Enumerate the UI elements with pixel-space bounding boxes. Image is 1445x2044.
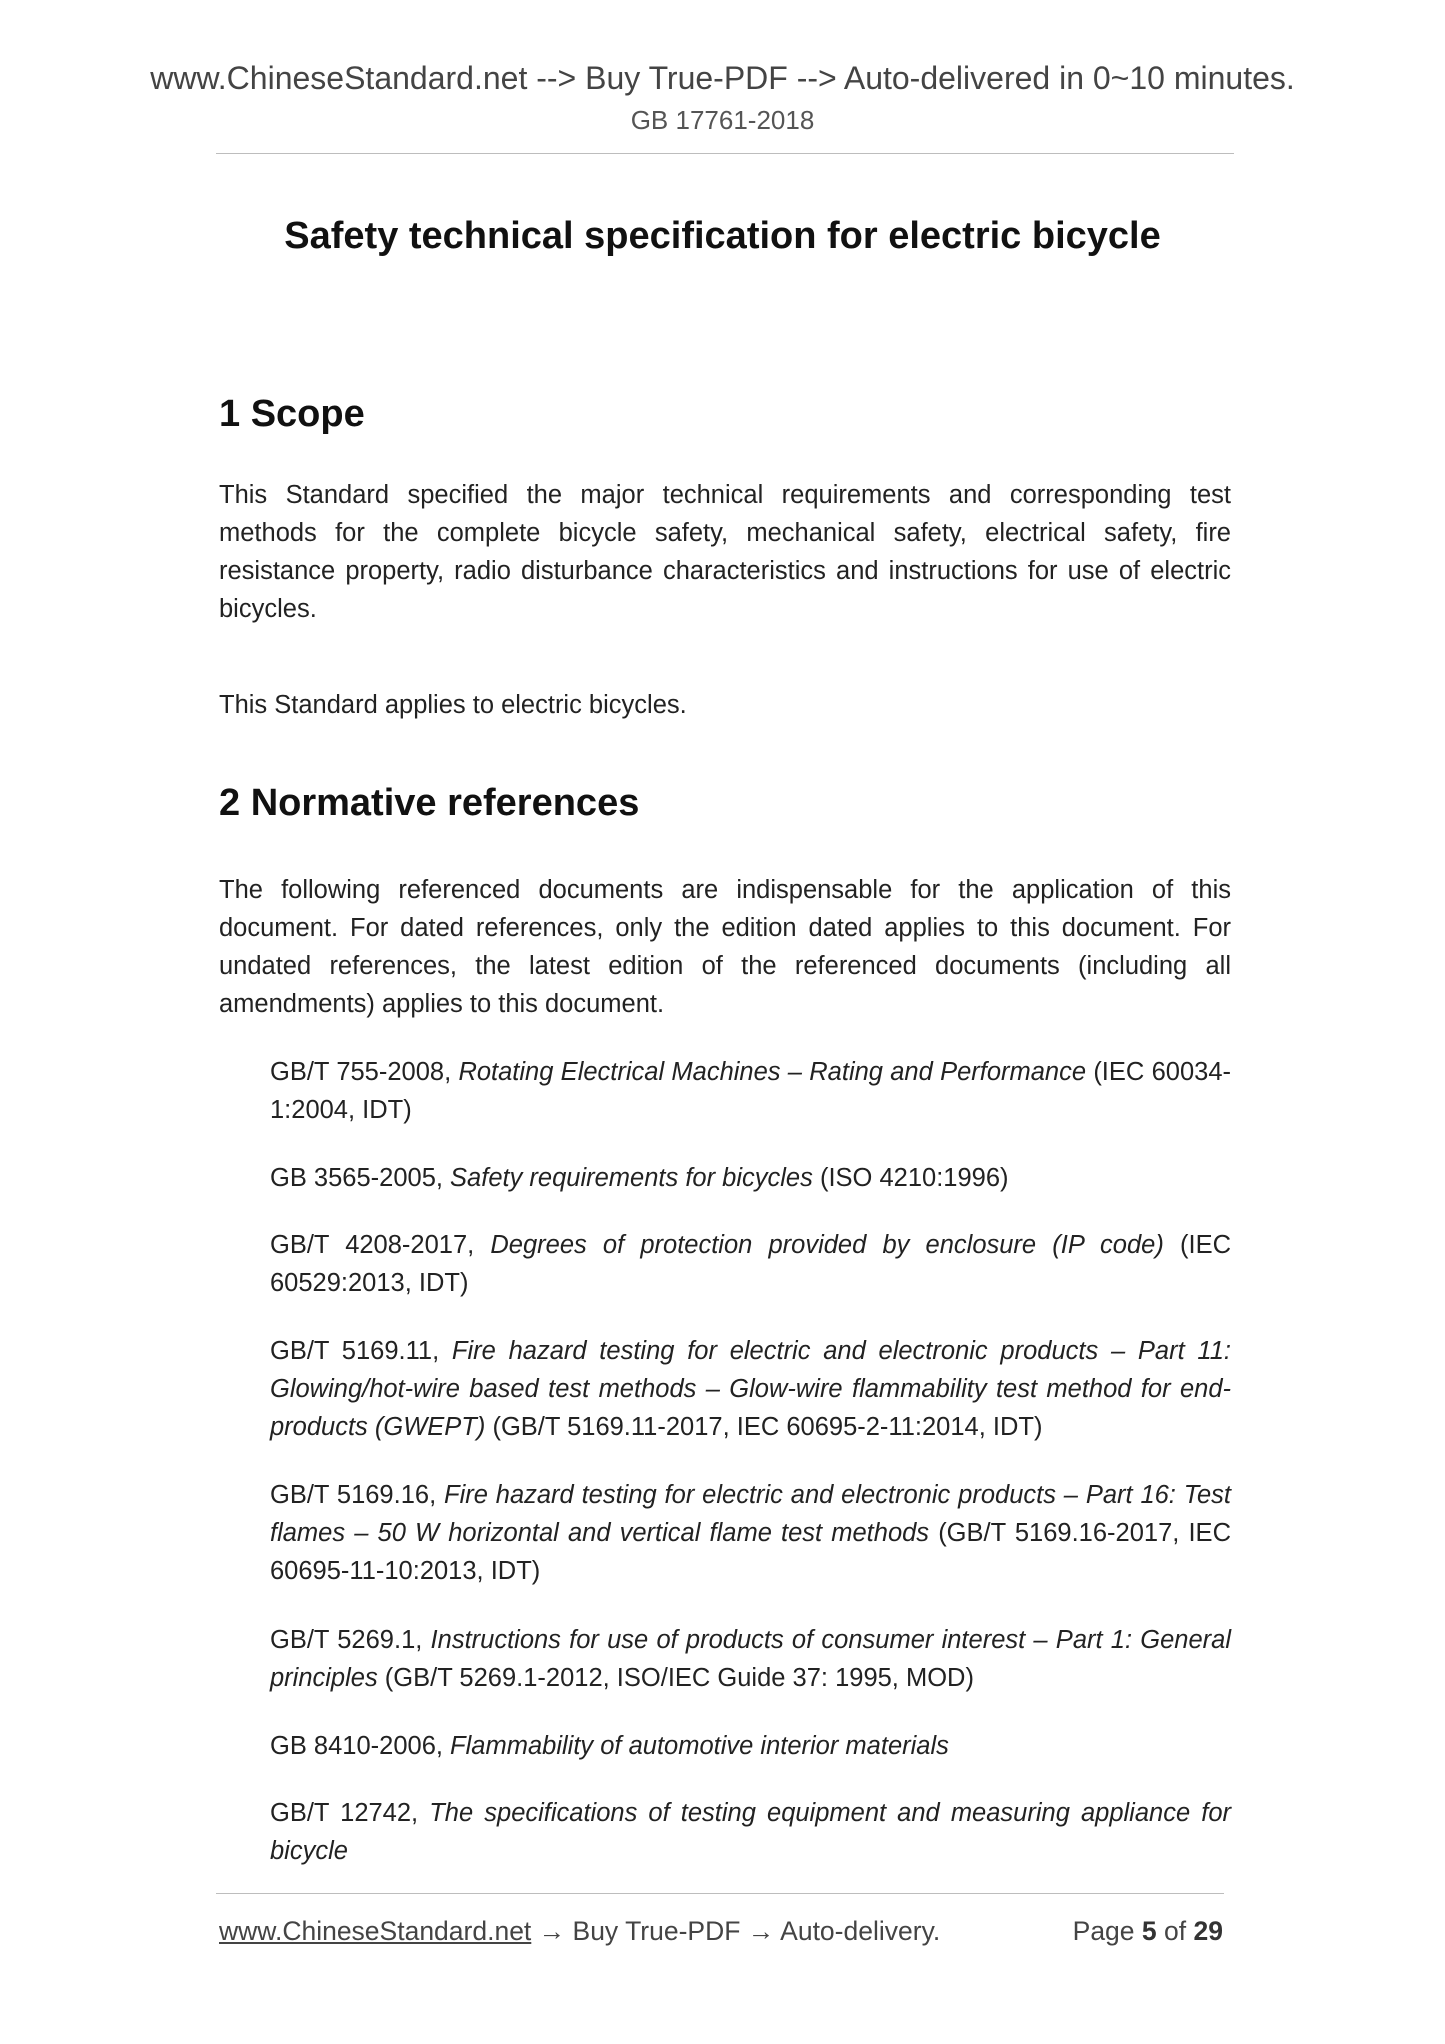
reference-code: GB/T 4208-2017, <box>270 1231 491 1259</box>
footer-tagline: → Buy True-PDF → Auto-delivery. <box>531 1916 941 1946</box>
header-standard-code: GB 17761-2018 <box>630 105 815 135</box>
reference-item <box>270 1476 1231 1590</box>
reference-code: GB/T 5169.11, <box>270 1337 452 1365</box>
page-label: Page <box>1072 1916 1135 1946</box>
reference-item <box>270 1794 1231 1870</box>
reference-title: Instructions for use of products of consumer interest – Part 1: General principles <box>270 1626 1231 1692</box>
reference-title: Degrees of protection provided by enclosure (IP code) <box>490 1231 1164 1259</box>
page-total: 29 <box>1193 1916 1223 1946</box>
reference-item <box>270 1159 1231 1197</box>
reference-note: (ISO 4210:1996) <box>812 1164 1009 1192</box>
reference-code: GB/T 12742, <box>270 1799 430 1827</box>
document-title: Safety technical specification for electric bicycle <box>284 215 1161 257</box>
reference-title: The specifications of testing equipment and measuring appliance for bicycle <box>270 1799 1231 1865</box>
reference-title: Fire hazard testing for electric and electronic products – Part 11: Glowing/hot-wire based test methods – Glow-wire flammability test method for end-products (GWEPT) <box>270 1337 1231 1441</box>
reference-code: GB/T 755-2008, <box>270 1058 459 1086</box>
scope-paragraph-2: This Standard applies to electric bicycles. <box>219 691 687 719</box>
reference-code: GB 3565-2005, <box>270 1164 451 1192</box>
normative-references-intro: The following referenced documents are indispensable for the application of this document. For dated references, only the edition dated applies to this document. For undated references, the latest edition of the referenced documents (including all amendments) applies to this document. <box>219 876 1231 1018</box>
reference-note: (IEC 60529:2013, IDT) <box>270 1231 1231 1297</box>
page-footer <box>219 1913 1231 1949</box>
reference-item <box>270 1332 1231 1446</box>
reference-item <box>270 1226 1231 1302</box>
header-divider <box>216 153 1234 154</box>
page-number <box>1073 1913 1223 1949</box>
reference-code: GB 8410-2006, <box>270 1732 451 1760</box>
page-current: 5 <box>1141 1916 1157 1946</box>
section-heading-normative-references: 2 Normative references <box>219 782 640 824</box>
reference-note: (GB/T 5169.16-2017, IEC 60695-11-10:2013, IDT) <box>270 1519 1231 1585</box>
reference-note: (GB/T 5269.1-2012, ISO/IEC Guide 37: 1995, MOD) <box>377 1664 974 1692</box>
footer-divider <box>216 1893 1224 1894</box>
reference-code: GB/T 5269.1, <box>270 1626 431 1654</box>
header-promo-link[interactable]: www.ChineseStandard.net --> Buy True-PDF --> Auto-delivered in 0~10 minutes. <box>150 60 1295 96</box>
reference-item <box>270 1727 1231 1765</box>
page-of-label: of <box>1164 1916 1187 1946</box>
reference-title: Safety requirements for bicycles <box>450 1164 813 1192</box>
reference-title: Flammability of automotive interior materials <box>450 1732 949 1760</box>
reference-note: (IEC 60034-1:2004, IDT) <box>270 1058 1231 1124</box>
reference-title: Fire hazard testing for electric and electronic products – Part 16: Test flames – 50 W horizontal and vertical flame test methods <box>270 1481 1231 1547</box>
reference-code: GB/T 5169.16, <box>270 1481 444 1509</box>
reference-item <box>270 1621 1231 1697</box>
section-heading-scope: 1 Scope <box>219 393 365 435</box>
scope-paragraph-1: This Standard specified the major technical requirements and corresponding test methods for the complete bicycle safety, mechanical safety, electrical safety, fire resistance property, radio disturbance characteristics and instructions for use of electric bicycles. <box>219 481 1231 623</box>
reference-note: (GB/T 5169.11-2017, IEC 60695-2-11:2014, IDT) <box>485 1413 1043 1441</box>
reference-item <box>270 1053 1231 1129</box>
footer-site-link[interactable]: www.ChineseStandard.net <box>219 1916 532 1946</box>
reference-title: Rotating Electrical Machines – Rating and Performance <box>458 1058 1087 1086</box>
